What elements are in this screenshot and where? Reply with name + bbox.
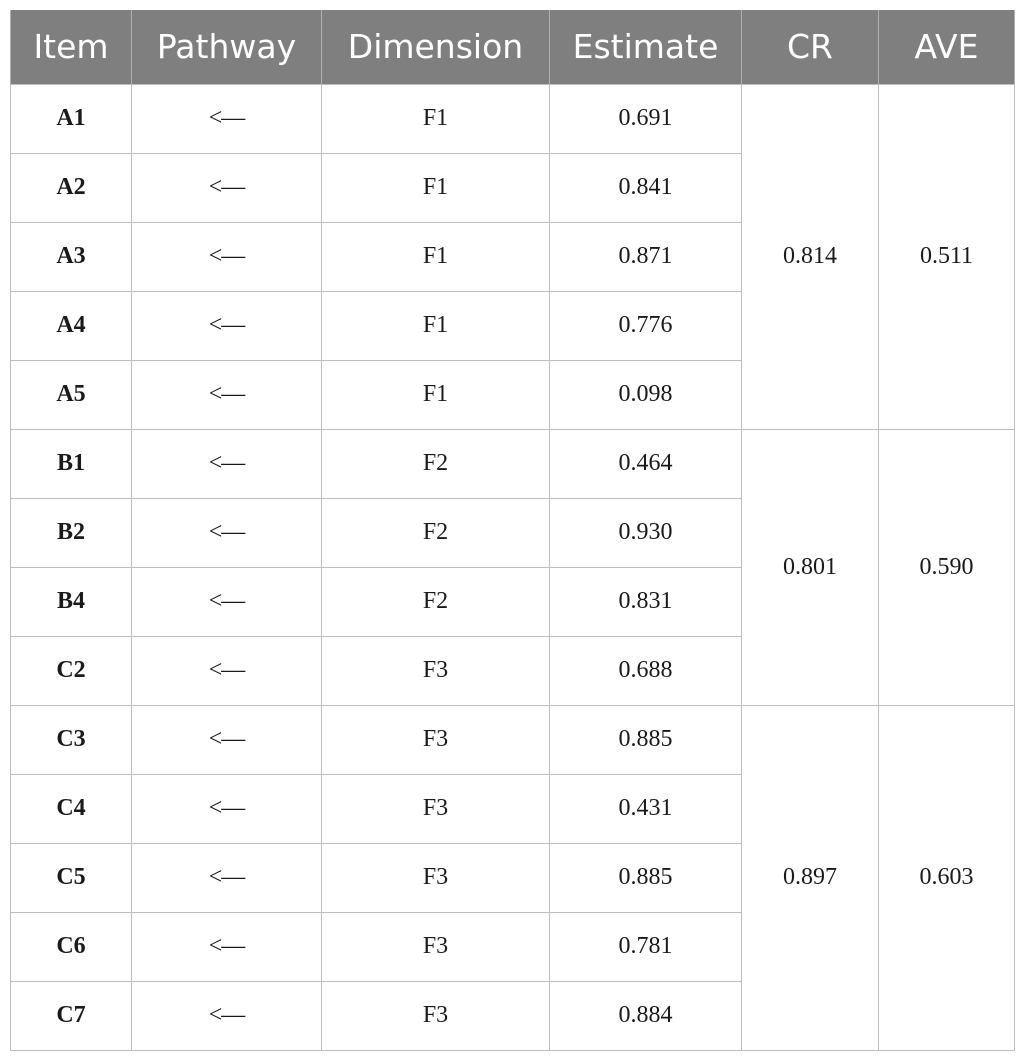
- estimate-cell: 0.831: [550, 567, 742, 636]
- pathway-cell: <—: [132, 912, 322, 981]
- estimate-cell: 0.884: [550, 981, 742, 1050]
- ave-cell: 0.590: [879, 429, 1015, 705]
- estimate-cell: 0.688: [550, 636, 742, 705]
- pathway-cell: <—: [132, 429, 322, 498]
- header-estimate: Estimate: [550, 10, 742, 84]
- table-row: [11, 705, 1015, 774]
- header-ave: AVE: [879, 10, 1015, 84]
- item-cell: C5: [11, 843, 132, 912]
- dimension-cell: F3: [322, 636, 550, 705]
- estimate-cell: 0.871: [550, 222, 742, 291]
- item-cell: A3: [11, 222, 132, 291]
- item-cell: A4: [11, 291, 132, 360]
- estimate-cell: 0.431: [550, 774, 742, 843]
- table-header-row: [11, 10, 1015, 84]
- pathway-cell: <—: [132, 843, 322, 912]
- dimension-cell: F2: [322, 429, 550, 498]
- estimate-cell: 0.930: [550, 498, 742, 567]
- pathway-cell: <—: [132, 291, 322, 360]
- pathway-cell: <—: [132, 774, 322, 843]
- estimate-cell: 0.781: [550, 912, 742, 981]
- cfa-results-table: [10, 10, 1015, 1051]
- cr-cell: 0.814: [742, 84, 879, 429]
- ave-cell: 0.511: [879, 84, 1015, 429]
- item-cell: B4: [11, 567, 132, 636]
- item-cell: A5: [11, 360, 132, 429]
- cr-cell: 0.897: [742, 705, 879, 1050]
- item-cell: B1: [11, 429, 132, 498]
- header-item: Item: [11, 10, 132, 84]
- pathway-cell: <—: [132, 84, 322, 153]
- header-pathway: Pathway: [132, 10, 322, 84]
- dimension-cell: F1: [322, 222, 550, 291]
- estimate-cell: 0.885: [550, 843, 742, 912]
- dimension-cell: F3: [322, 981, 550, 1050]
- dimension-cell: F1: [322, 153, 550, 222]
- item-cell: A2: [11, 153, 132, 222]
- item-cell: C6: [11, 912, 132, 981]
- estimate-cell: 0.464: [550, 429, 742, 498]
- estimate-cell: 0.841: [550, 153, 742, 222]
- pathway-cell: <—: [132, 153, 322, 222]
- pathway-cell: <—: [132, 636, 322, 705]
- item-cell: C2: [11, 636, 132, 705]
- item-cell: C7: [11, 981, 132, 1050]
- ave-cell: 0.603: [879, 705, 1015, 1050]
- dimension-cell: F3: [322, 705, 550, 774]
- table-row: [11, 429, 1015, 498]
- dimension-cell: F2: [322, 498, 550, 567]
- dimension-cell: F3: [322, 774, 550, 843]
- estimate-cell: 0.885: [550, 705, 742, 774]
- pathway-cell: <—: [132, 567, 322, 636]
- pathway-cell: <—: [132, 222, 322, 291]
- cr-cell: 0.801: [742, 429, 879, 705]
- pathway-cell: <—: [132, 360, 322, 429]
- estimate-cell: 0.691: [550, 84, 742, 153]
- header-dimension: Dimension: [322, 10, 550, 84]
- dimension-cell: F1: [322, 360, 550, 429]
- dimension-cell: F1: [322, 84, 550, 153]
- dimension-cell: F1: [322, 291, 550, 360]
- item-cell: B2: [11, 498, 132, 567]
- dimension-cell: F2: [322, 567, 550, 636]
- pathway-cell: <—: [132, 705, 322, 774]
- pathway-cell: <—: [132, 498, 322, 567]
- dimension-cell: F3: [322, 912, 550, 981]
- dimension-cell: F3: [322, 843, 550, 912]
- item-cell: A1: [11, 84, 132, 153]
- header-cr: CR: [742, 10, 879, 84]
- estimate-cell: 0.776: [550, 291, 742, 360]
- table-row: [11, 84, 1015, 153]
- pathway-cell: <—: [132, 981, 322, 1050]
- estimate-cell: 0.098: [550, 360, 742, 429]
- item-cell: C3: [11, 705, 132, 774]
- item-cell: C4: [11, 774, 132, 843]
